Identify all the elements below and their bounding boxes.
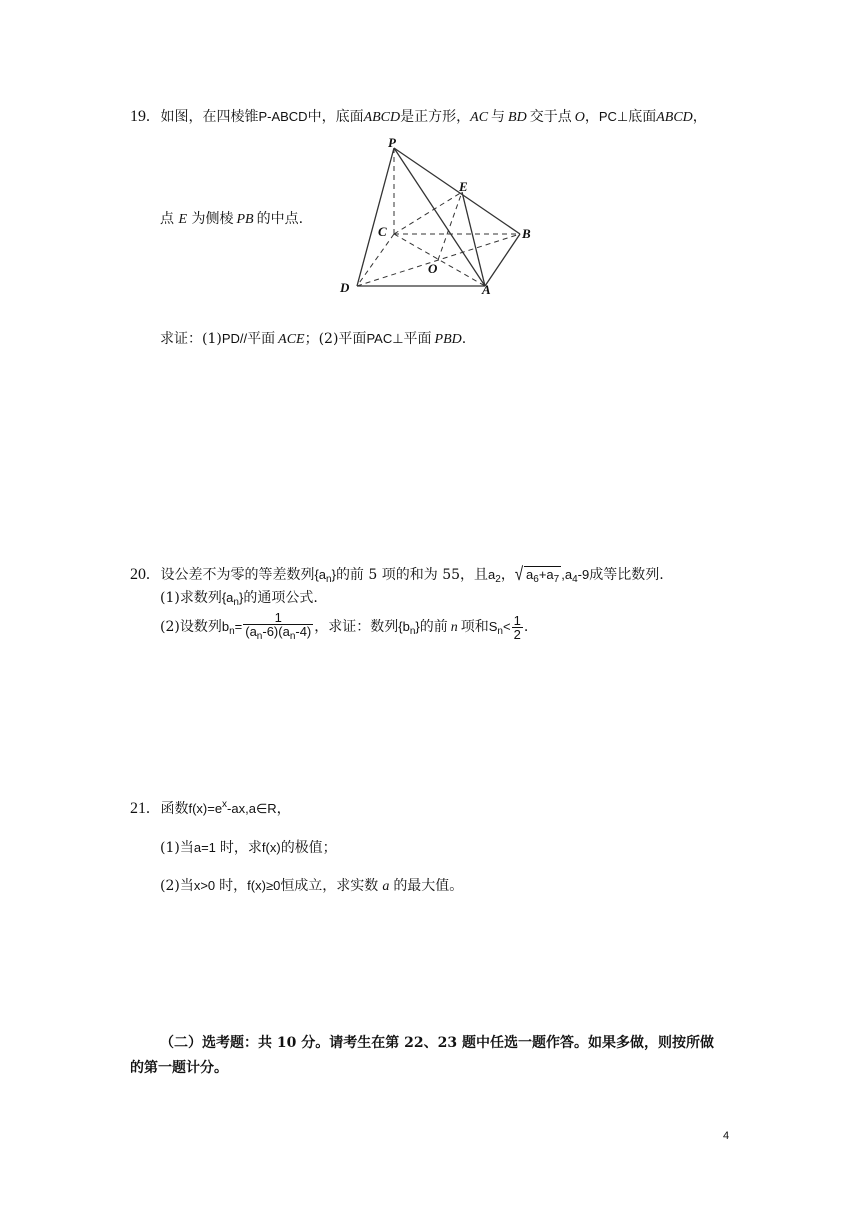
question-21-line-2 [160, 837, 337, 857]
question-19-line-3 [160, 328, 466, 348]
math: $S_n<$ [488, 619, 511, 637]
text: a [382, 879, 390, 894]
fraction: $\frac{1}{(a_n-6)(a_n-4)}$ [245, 610, 312, 642]
text: 的最大值。 [393, 878, 464, 894]
label-o: O [428, 261, 438, 276]
text: ， [584, 109, 599, 125]
math: $b_n=$ [221, 619, 243, 637]
section-2-line-1: （二）选考题：共 10 分。请考生在第 22、23 题中任选一题作答。如果多做，则按所做 [160, 1035, 714, 1051]
text: f(x)≥0 [247, 878, 281, 893]
text: 与 [491, 109, 506, 125]
question-number: 19. [130, 108, 150, 125]
text: PB [236, 212, 254, 227]
text: ，求证：数列 [314, 619, 399, 635]
text: ， [692, 109, 707, 125]
question-20-line-1 [130, 564, 664, 585]
label-e: E [459, 179, 468, 194]
page-number: 4 [723, 1130, 730, 1142]
text: E [178, 212, 188, 227]
text: PD// [221, 331, 248, 346]
text: (2)当 [160, 878, 194, 894]
edge-oe [438, 192, 462, 260]
text: 函数 [160, 801, 189, 817]
text: (1)当 [160, 840, 194, 856]
math: $a_2$ [488, 567, 501, 585]
text: 设公差不为零的等差数列 [160, 567, 315, 583]
math: $f(x)=e^x-ax,a\in R$ [188, 799, 277, 816]
text: 底面 [628, 109, 657, 125]
text: 时，求 [219, 840, 262, 856]
text: (1)求数列 [160, 590, 222, 606]
text: PAC⊥ [366, 331, 404, 346]
text: ， [500, 567, 515, 583]
text: O [574, 110, 585, 125]
question-21-line-3 [160, 875, 463, 895]
fraction-half: $\frac{1}{2}$ [513, 612, 521, 642]
edge-ca [394, 234, 485, 286]
text: PC⊥ [598, 109, 629, 124]
text: 平面 [247, 331, 276, 347]
edge-pa [394, 148, 485, 286]
text: 成等比数列. [589, 567, 664, 583]
text: 的前 [419, 619, 448, 635]
edge-pb [394, 148, 520, 234]
text: ；(2)平面 [304, 331, 367, 347]
question-20-line-3 [160, 611, 528, 643]
edge-ce [394, 192, 462, 234]
label-b: B [522, 226, 531, 241]
question-number: 21. [130, 800, 150, 817]
text: 的极值； [280, 840, 337, 856]
text: 的通项公式. [243, 590, 318, 606]
question-19-line-1 [130, 106, 707, 126]
text: n [450, 620, 458, 635]
pyramid-figure [330, 136, 540, 301]
edge-cd [357, 234, 394, 286]
text: 中，底面 [307, 109, 364, 125]
text: a=1 [193, 840, 216, 855]
math: $\{a_n\}$ [221, 590, 244, 608]
sqrt-expression: √ $a_6+a_7$ $,a_4-9$ [514, 563, 590, 586]
text: 平面 [403, 331, 432, 347]
text: 的中点. [256, 211, 304, 227]
text: 恒成立，求实数 [280, 878, 379, 894]
text: f(x) [261, 840, 281, 855]
section-2-line-2: 的第一题计分。 [130, 1060, 228, 1076]
text: 点 [160, 211, 174, 227]
text: ， [276, 801, 291, 817]
text: 项和 [460, 619, 489, 635]
text: PBD [434, 332, 462, 347]
text: 如图，在四棱锥 [160, 109, 259, 125]
text: (2)设数列 [160, 619, 222, 635]
question-21-line-1 [130, 798, 291, 818]
text: P-ABCD [258, 109, 308, 124]
text: ACE [278, 332, 305, 347]
text: 交于点 [529, 109, 572, 125]
edge-pd [357, 148, 394, 286]
math: $\{a_n\}$ [314, 567, 336, 585]
label-d: D [340, 280, 350, 295]
text: ABCD [363, 110, 401, 125]
text: AC [470, 110, 489, 125]
label-c: C [378, 224, 387, 239]
text: 是正方形， [400, 109, 471, 125]
edge-ea [462, 192, 485, 286]
text: 为侧棱 [191, 211, 234, 227]
question-20-line-2 [160, 587, 318, 608]
text: . [523, 619, 529, 635]
question-number: 20. [130, 566, 150, 583]
text: 时， [219, 878, 248, 894]
text: BD [508, 110, 527, 125]
label-p: P [388, 136, 396, 150]
text: 的前 5 项的和为 55，且 [335, 567, 489, 583]
edge-ab [485, 234, 520, 286]
text: ABCD [656, 110, 693, 125]
text: 求证：(1) [160, 331, 222, 347]
question-19-line-2 [160, 208, 303, 228]
label-a: A [482, 282, 491, 297]
solid-edges [357, 148, 520, 286]
text: x>0 [193, 878, 216, 893]
math: $\{b_n\}$ [398, 619, 420, 637]
text: . [461, 331, 467, 347]
